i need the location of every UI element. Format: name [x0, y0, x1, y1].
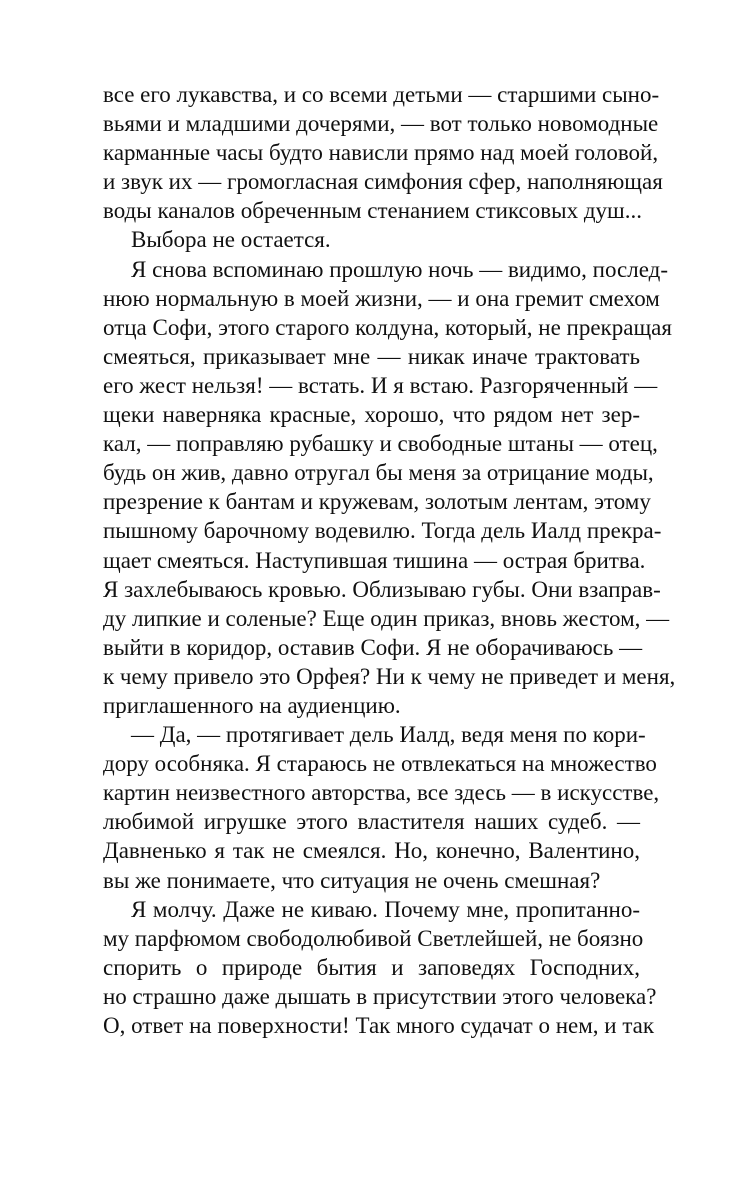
text-line: спорить о природе бытия и заповедях Господних,: [103, 954, 640, 980]
text-line: пышному барочному водевилю. Тогда дель Иалд прекра-: [103, 518, 662, 544]
text-line: Выбора не остается.: [131, 227, 331, 253]
text-line: но страшно даже дышать в присутствии этого человека?: [103, 983, 657, 1009]
text-line: ду липкие и соленые? Еще один приказ, вновь жестом, —: [103, 605, 670, 631]
text-line: вьями и младшими дочерями, — вот только новомодные: [103, 111, 659, 137]
text-line: смеяться, приказывает мне — никак иначе трактовать: [103, 343, 640, 369]
text-line: дору особняка. Я стараюсь не отвлекаться на множество: [103, 751, 657, 777]
text-line: кал, — поправляю рубашку и свободные штаны — отец,: [103, 431, 658, 457]
text-line: отца Софи, этого старого колдуна, который, не прекращая: [103, 314, 672, 340]
text-line: нюю нормальную в моей жизни, — и она гремит смехом: [103, 285, 660, 311]
text-line: любимой игрушке этого властителя наших судеб. —: [103, 809, 640, 835]
text-line: щеки наверняка красные, хорошо, что рядом нет зер-: [103, 402, 640, 428]
text-line: презрение к бантам и кружевам, золотым лентам, этому: [103, 489, 651, 515]
text-line: вы же понимаете, что ситуация не очень смешная?: [103, 867, 601, 893]
text-line: приглашенного на аудиенцию.: [103, 692, 401, 718]
text-line: и звук их — громогласная симфония сфер, наполняющая: [103, 169, 663, 195]
text-line: Давненько я так не смеялся. Но, конечно, Валентино,: [103, 838, 640, 864]
text-line: воды каналов обреченным стенанием стиксовых душ...: [103, 198, 642, 224]
text-line: его жест нельзя! — встать. И я встаю. Разгоряченный —: [103, 372, 658, 398]
text-line: му парфюмом свободолюбивой Светлейшей, не боязно: [103, 925, 644, 951]
text-line: Я снова вспоминаю прошлую ночь — видимо, послед-: [131, 256, 669, 282]
text-line: — Да, — протягивает дель Иалд, ведя меня по кори-: [131, 722, 646, 748]
book-page: [103, 80, 676, 1040]
text-line: все его лукавства, и со всеми детьми — старшими сыно-: [103, 82, 660, 107]
text-line: Я захлебываюсь кровью. Облизываю губы. Они взаправ-: [103, 576, 661, 602]
text-line: карманные часы будто нависли прямо над моей головой,: [103, 140, 659, 166]
text-line: О, ответ на поверхности! Так много судачат о нем, и так: [103, 1013, 655, 1038]
text-line: будь он жив, давно отругал бы меня за отрицание моды,: [103, 460, 654, 486]
text-line: к чему привело это Орфея? Ни к чему не приведет и меня,: [103, 663, 676, 689]
text-line: выйти в коридор, оставив Софи. Я не оборачиваюсь —: [103, 634, 643, 660]
text-line: Я молчу. Даже не киваю. Почему мне, пропитанно-: [131, 896, 640, 922]
text-line: щает смеяться. Наступившая тишина — острая бритва.: [103, 547, 646, 573]
text-line: картин неизвестного авторства, все здесь — в искусстве,: [103, 780, 660, 806]
